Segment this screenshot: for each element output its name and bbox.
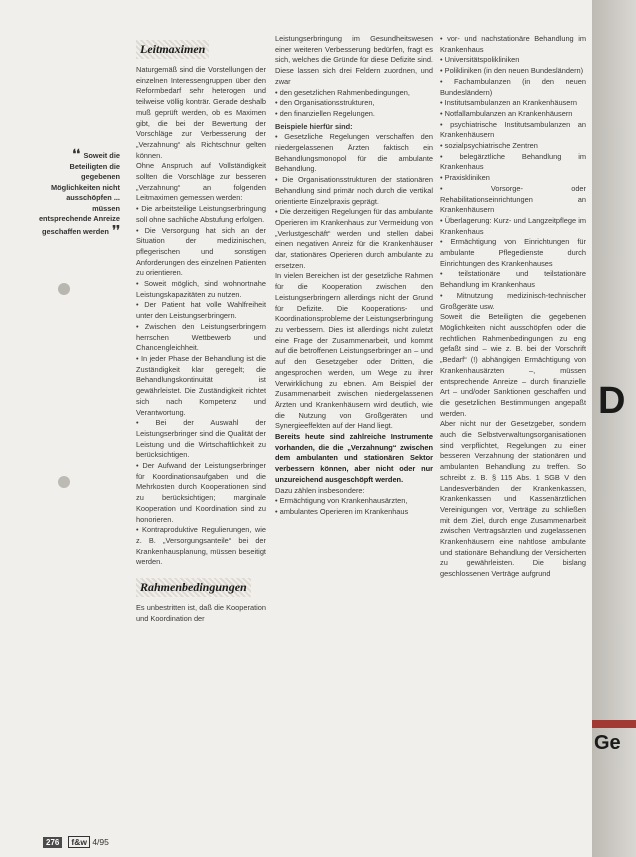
column-2-paragraph: • den Organisationsstrukturen, [275,98,375,108]
column-3-paragraph: • Polikliniken (in den neuen Bundesländern) [440,66,584,76]
column-3-paragraph: • Mitnutzung medizinisch-technischer Großgeräte usw. [440,290,586,311]
column-3-paragraph: Soweit die Beteiligten die gegebenen Möglichkeiten nicht ausschöpfen oder die rechtlichen Rahmenbedingungen zu eng gefaßt sind – wie z. B. bei der Vorschrift „Bedarf“ (!) abhängigen Ermächtigung von Krankenhausärzten –, müssen entsprechende Anreize – durch finanzielle Art – und/oder Sanktionen geschaffen und die gesetzlichen Bestimmungen angepaßt werden. [440,312,586,418]
column-1-text [136,65,266,568]
column-3-paragraph: • Fachambulanzen (in den neuen Bundesländern) [440,76,586,97]
column-2-text-b [275,132,433,432]
column-2-subhead: Beispiele hierfür sind: [275,121,353,131]
column-2-paragraph: • den finanziellen Regelungen. [275,108,375,118]
quote-close-mark: ❜❜ [108,222,120,237]
column-3-paragraph: Aber nicht nur der Gesetzgeber, sondern auch die Selbstverwaltungsorganisationen sind verpflichtet, Regelungen zu einer besseren Verzahnung der stationären und ambulanten Behandlung zu treffen. So schreibt z. B. § 115 Abs. 1 SGB V den Landesverbänden der Krankenkassen, Krankenkassen und Kassenärztlichen Vereinigungen vor, Verträge zu schließen mit dem Ziel, durch enge Zusammenarbeit zwischen Vertragsärzten und zugelassenen Krankenhäusern eine nahtlose ambulante und stationäre Behandlung der Versicherten zu gewährleisten. Die bislang geschlossenen Verträge aufgrund [440,419,586,579]
journal-logo: f&w [68,836,90,848]
heading-rahmenbedingungen: Rahmenbedingungen [136,578,251,597]
side-pull-quote [38,149,120,237]
column-2-text-a [275,34,433,120]
column-1-paragraph: • Die Versorgung hat sich an der Situation der medizinischen, pflegerischen und sonstigen Anforderungen des einzelnen Patienten zu orientieren. [136,225,266,278]
column-1-paragraph: • Der Patient hat volle Wahlfreiheit unter den Leistungserbringern. [136,300,266,321]
column-2-paragraph: • Die derzeitigen Regelungen für das ambulante Operieren im Krankenhaus zur Vermeidung von „Verlustgeschäft“ werden und stellen dabei einen negativen Anreiz für die Krankenhäuser dar, stationäres Operieren durch ambulante zu ersetzen. [275,207,433,270]
column-3-paragraph: • Universitätspolikliniken [440,55,520,65]
column-1-paragraph: • Bei der Auswahl der Leistungserbringer sind die Qualität der Leistung und die Wirtschaftlichkeit zu berücksichtigen. [136,418,266,460]
column-2-tail-paragraph: • Ermächtigung von Krankenhausärzten, [275,496,408,506]
strip-big-letter: D [598,380,626,422]
quote-open-mark: ❛❛ [72,147,84,161]
strip-red-bar [592,720,636,728]
column-2-bold-paragraph: Bereits heute sind zahlreiche Instrumente vorhanden, die die „Verzahnung“ zwischen dem ambulanten und stationären Sektor verbessern können, aber nicht oder nur unzureichend ausgeschöpft werden. [275,432,433,484]
column-1-paragraph: • Die arbeitsteilige Leistungserbringung soll ohne sachliche Abstufung erfolgen. [136,204,266,224]
punch-hole-top [58,283,70,295]
punch-hole-bottom [58,476,70,488]
column-3-paragraph: • Vorsorge- oder Rehabilitationseinrichtungen an Krankenhäusern [440,183,586,215]
column-2-paragraph: In vielen Bereichen ist der gesetzliche Rahmen für die Kooperation zwischen den Leistungserbringern allerdings nicht der Grund für Defizite. Die Kooperations- und Koordinationsprobleme der Leistungserbringung zu verbessern. Dies ist allerdings nicht zuletzt eine Frage der Zusammenarbeit, und kommt auf die betroffenen Leistungserbringer an – und auf den Gesetzgeber oder Dritten, die angesprochen werden, um Wege zu ihrer Verwirklichung zu ebnen. Am Beispiel der Zusammenarbeit zwischen niedergelassenen Ärzten und Krankenhäusern wird deutlich, wie die Nutzung von Großgeräten und Synergieeffekten auf der Hand liegt. [275,271,433,431]
column-1-paragraph: • Zwischen den Leistungserbringern herrschen Wettbewerb und Chancengleichheit. [136,321,266,353]
next-page-strip [592,0,636,857]
heading-leitmaximen: Leitmaximen [136,40,209,59]
column-2-paragraph: • den gesetzlichen Rahmenbedingungen, [275,87,410,97]
column-3-paragraph: • sozialpsychiatrische Zentren [440,141,538,151]
column-3-paragraph: • Institutsambulanzen an Krankenhäusern [440,98,577,108]
column-3-paragraph: • vor- und nachstationäre Behandlung im Krankenhaus [440,34,586,54]
column-1-bottom-text: Es unbestritten ist, daß die Kooperation und Koordination der [136,603,266,623]
column-1 [136,40,266,624]
column-2-paragraph: • Die Organisationsstrukturen der stationären Behandlung sind primär noch durch die vertikal orientierte Einzelpraxis geprägt. [275,175,433,206]
column-3 [440,34,586,580]
column-2 [275,34,433,518]
column-3-paragraph: • Praxiskliniken [440,173,490,183]
column-1-paragraph: • Der Aufwand der Leistungserbringer für Koordinationsaufgaben und die Mehrkosten durch Kooperationen sind zu berücksichtigen; marginale Kooperation und Koordination sind zu honorieren. [136,461,266,524]
column-3-paragraph: • Überlagerung: Kurz- und Langzeitpflege im Krankenhaus [440,215,586,236]
column-1-paragraph: • In jeder Phase der Behandlung ist die Zuständigkeit klar geregelt; die Behandlungskontinuität ist gewährleistet. Die Zuständigkeit richtet sich nach Kompetenz und Verantwortung. [136,353,266,417]
column-3-paragraph: • Notfallambulanzen an Krankenhäusern [440,108,573,118]
rahmen-heading-wrap [136,578,266,597]
column-2-tail-paragraph: Dazu zählen insbesondere: [275,485,365,495]
column-2-paragraph: Leistungserbringung im Gesundheitswesen einer weiteren Verbesserung bedürfen, fragt es sich, welches die Gründe für diese Defizite sind. Diese lassen sich drei Feldern zuordnen, und zwar [275,34,433,86]
column-1-paragraph: • Soweit möglich, sind wohnortnahe Leistungskapazitäten zu nutzen. [136,279,266,299]
column-3-paragraph: • Ermächtigung von Einrichtungen für ambulante Pflegedienste durch Einrichtungen des Krankenhauses [440,237,586,268]
column-1-paragraph: • Kontraproduktive Regulierungen, wie z. B. „Versorgungsanteile“ bei der Krankenhausplanung, müssen beseitigt werden. [136,525,266,567]
journal-issue [68,837,109,847]
column-2-tail-paragraph: • ambulantes Operieren im Krankenhaus [275,506,409,516]
column-2-tail [275,486,433,518]
issue-number: 4/95 [92,837,109,847]
page-number: 276 [43,837,62,848]
page-footer [43,836,109,848]
column-3-paragraph: • psychiatrische Institutsambulanzen an Krankenhäusern [440,119,586,140]
column-1-paragraph: Naturgemäß sind die Vorstellungen der einzelnen Interessengruppen über den Reformbedarf sehr heterogen und teilweise völlig konträr. Gerade deshalb muß geprüft werden, ob es Maximen gibt, die bei der Bewertung der Vorschläge zur Verbesserung der „Verzahnung“ als Richtschnur gelten können. [136,65,266,160]
column-1-paragraph: Ohne Anspruch auf Vollständigkeit sollten die Vorschläge zur besseren „Verzahnung“ an folgenden Leitmaximen gemessen werden: [136,161,266,203]
column-3-text [440,34,586,580]
side-quote-text: Soweit die Beteiligten die gegebenen Möglichkeiten nicht ausschöpfen ... müssen entsprechende Anreize geschaffen werden [38,151,120,236]
column-2-paragraph: • Gesetzliche Regelungen verschaffen den niedergelassenen Ärzten faktisch ein Behandlungsmonopol für die ambulante Behandlung. [275,132,433,174]
column-3-paragraph: • belegärztliche Behandlung im Krankenhaus [440,151,586,172]
column-3-paragraph: • teilstationäre und teilstationäre Behandlung im Krankenhaus [440,269,586,290]
strip-bottom-letters: Ge [594,732,621,754]
